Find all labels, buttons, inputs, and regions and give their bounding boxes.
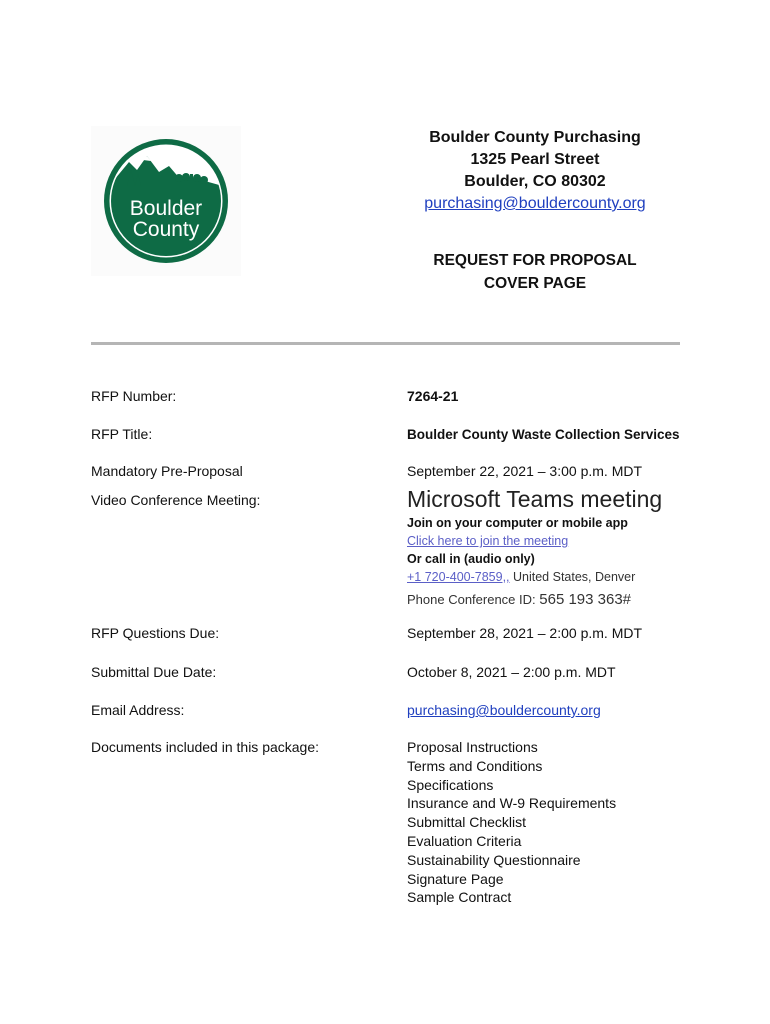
documents-list [407,738,616,907]
document-item: Terms and Conditions [407,757,543,774]
logo-text-line2: County [132,218,200,241]
horizontal-divider [91,342,680,345]
document-item: Specifications [407,776,494,793]
document-item: Sustainability Questionnaire [407,851,581,868]
call-in-text: Or call in (audio only) [407,552,535,566]
city-state-zip: Boulder, CO 80302 [464,173,606,190]
street-address: 1325 Pearl Street [470,151,600,168]
document-item: Insurance and W-9 Requirements [407,795,617,812]
phone-number-link[interactable]: +1 720-400-7859,, [407,570,510,584]
logo-emblem-icon [91,126,241,276]
conference-id-value: 565 193 363# [539,591,632,608]
conference-id-label: Phone Conference ID: [407,592,536,607]
submittal-due-date: October 8, 2021 – 2:00 p.m. MDT [407,664,616,680]
address-block [380,127,690,295]
preproposal-label-line1: Mandatory Pre-Proposal [91,463,243,479]
rfp-number-label: RFP Number: [91,388,177,404]
join-meeting-link[interactable]: Click here to join the meeting [407,534,569,548]
preproposal-label-line2: Video Conference Meeting: [91,492,261,508]
document-item: Submittal Checklist [407,814,527,831]
document-item: Evaluation Criteria [407,832,522,849]
rfp-title-value: Boulder County Waste Collection Services [407,427,680,442]
document-item: Sample Contract [407,889,512,906]
org-name: Boulder County Purchasing [429,129,641,146]
header-email-link[interactable]: purchasing@bouldercounty.org [424,195,646,212]
rfp-number-value: 7264-21 [407,388,459,404]
questions-due-label: RFP Questions Due: [91,625,220,641]
email-address-label: Email Address: [91,702,185,718]
document-title [380,249,690,295]
preproposal-date: September 22, 2021 – 3:00 p.m. MDT [407,463,643,479]
document-item: Signature Page [407,870,504,887]
teams-join-text: Join on your computer or mobile app [407,516,628,530]
teams-meeting-block [407,484,707,611]
document-item: Proposal Instructions [407,739,538,755]
email-address-link[interactable]: purchasing@bouldercounty.org [407,702,601,718]
phone-location: United States, Denver [513,570,636,584]
logo-text-line1: Boulder [129,197,203,220]
teams-meeting-title: Microsoft Teams meeting [407,486,663,512]
title-line-1: REQUEST FOR PROPOSAL [433,252,637,269]
boulder-county-logo [91,126,241,276]
documents-label: Documents included in this package: [91,739,320,755]
questions-due-date: September 28, 2021 – 2:00 p.m. MDT [407,625,643,641]
title-line-2: COVER PAGE [483,275,587,292]
rfp-title-label: RFP Title: [91,426,153,442]
submittal-due-label: Submittal Due Date: [91,664,217,680]
